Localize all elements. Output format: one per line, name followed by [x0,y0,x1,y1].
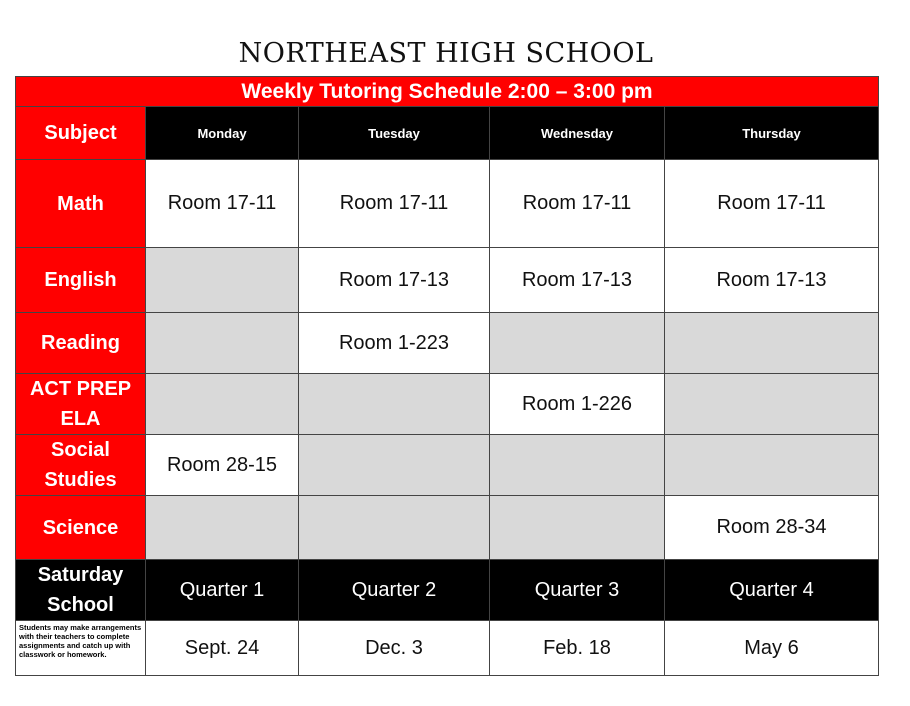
subject-row-math [16,160,879,248]
day-header-tuesday: Tuesday [299,107,490,160]
schedule-cell: Room 1-223 [299,313,490,374]
subject-label: Reading [16,313,146,374]
subject-label: Social Studies [16,435,146,496]
subject-header: Subject [16,107,146,160]
saturday-dates-row [16,621,879,676]
quarter-3-header: Quarter 3 [490,560,665,621]
schedule-cell [665,374,879,435]
schedule-cell [490,496,665,560]
saturday-note: Students may make arrangements with their teachers to complete assignments and catch up with classwork or homework. [16,621,146,676]
schedule-cell: Room 17-13 [299,248,490,313]
schedule-cell: Room 17-11 [299,160,490,248]
quarter-2-header: Quarter 2 [299,560,490,621]
schedule-cell: Room 17-11 [665,160,879,248]
subject-label: Science [16,496,146,560]
subject-label: ACT PREP ELA [16,374,146,435]
tutoring-schedule-table [15,76,879,676]
saturday-school-row [16,560,879,621]
schedule-cell [146,496,299,560]
quarter-3-date: Feb. 18 [490,621,665,676]
day-header-thursday: Thursday [665,107,879,160]
page-title: NORTHEAST HIGH SCHOOL [238,38,654,69]
schedule-cell [146,248,299,313]
schedule-cell [490,435,665,496]
schedule-banner-row [16,77,879,107]
quarter-2-date: Dec. 3 [299,621,490,676]
schedule-cell: Room 17-13 [490,248,665,313]
schedule-cell [146,313,299,374]
quarter-4-date: May 6 [665,621,879,676]
schedule-cell [665,435,879,496]
day-header-wednesday: Wednesday [490,107,665,160]
schedule-cell: Room 17-11 [146,160,299,248]
schedule-cell: Room 17-11 [490,160,665,248]
quarter-1-header: Quarter 1 [146,560,299,621]
schedule-cell [299,435,490,496]
quarter-1-date: Sept. 24 [146,621,299,676]
schedule-cell [665,313,879,374]
schedule-cell: Room 17-13 [665,248,879,313]
schedule-cell: Room 28-15 [146,435,299,496]
subject-row-social-studies [16,435,879,496]
schedule-cell [299,374,490,435]
subject-label: Math [16,160,146,248]
schedule-cell: Room 28-34 [665,496,879,560]
subject-row-science [16,496,879,560]
quarter-4-header: Quarter 4 [665,560,879,621]
subject-row-english [16,248,879,313]
day-header-monday: Monday [146,107,299,160]
subject-label: English [16,248,146,313]
schedule-cell: Room 1-226 [490,374,665,435]
subject-row-act-prep [16,374,879,435]
schedule-cell [299,496,490,560]
schedule-cell [490,313,665,374]
schedule-banner: Weekly Tutoring Schedule 2:00 – 3:00 pm [16,77,879,107]
schedule-cell [146,374,299,435]
subject-row-reading [16,313,879,374]
header-row [16,107,879,160]
saturday-school-label: Saturday School [16,560,146,621]
